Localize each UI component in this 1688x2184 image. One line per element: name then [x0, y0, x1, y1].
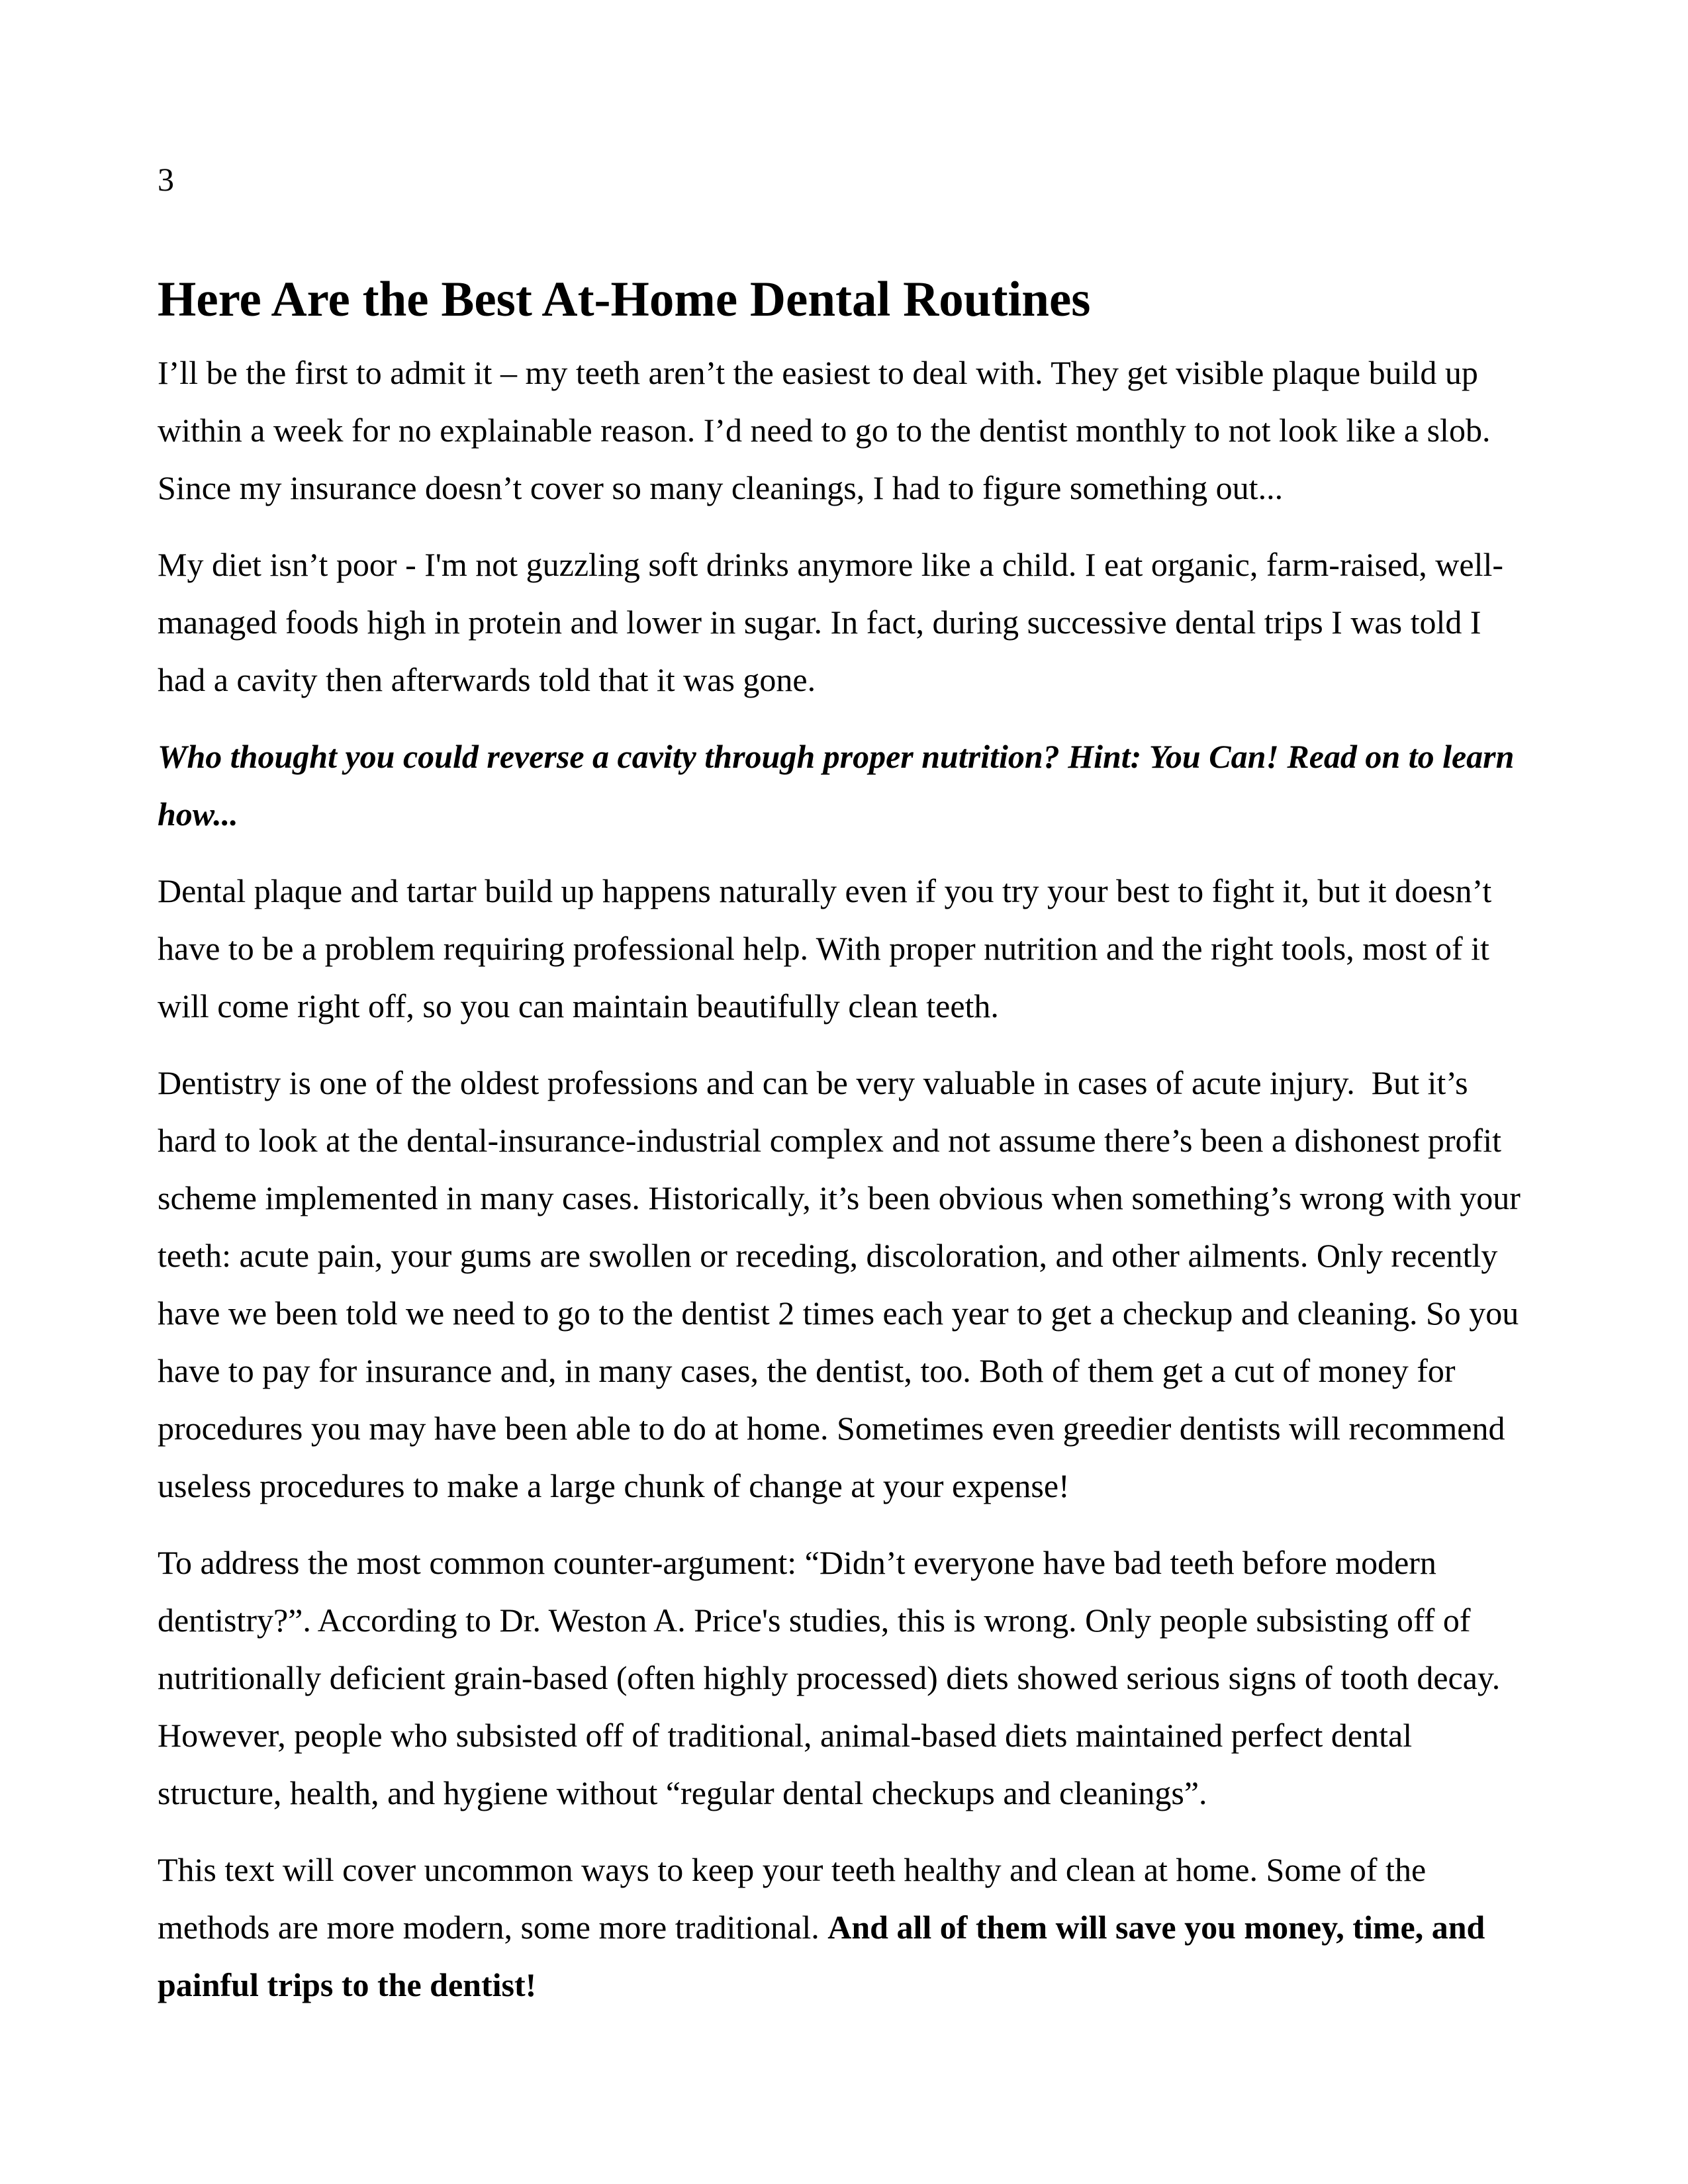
paragraph-text: Dental plaque and tartar build up happens naturally even if you try your best to fight it, but it doesn’t have to be a problem requiring professional help. With proper nutrition and the right tools, most of it will come right off, so you can maintain beautifully clean teeth.	[158, 872, 1500, 1024]
paragraph-text: To address the most common counter-argument: “Didn’t everyone have bad teeth before modern dentistry?”. According to Dr. Weston A. Price's studies, this is wrong. Only people subsisting off of nutritionally deficient grain-based (often highly processed) diets showed serious signs of tooth decay. However, people who subsisted off of traditional, animal-based diets maintained perfect dental structure, health, and hygiene without “regular dental checkups and cleanings”.	[158, 1544, 1509, 1811]
paragraph-intro	[158, 344, 1530, 517]
paragraph-text: I’ll be the first to admit it – my teeth aren’t the easiest to deal with. They get visible plaque build up within a week for no explainable reason. I’d need to go to the dentist monthly to not look like a slob. Since my insurance doesn’t cover so many cleanings, I had to figure something out...	[158, 354, 1499, 506]
page-number: 3	[158, 161, 174, 198]
paragraph-diet	[158, 536, 1530, 709]
paragraph-bold-ending: And all of them will save you money, time, and painful trips to the dentist!	[158, 1909, 1493, 2003]
paragraph-text: This text will cover uncommon ways to keep your teeth healthy and clean at home. Some of the methods are more modern, some more traditional.	[158, 1851, 1434, 1946]
paragraph-text: My diet isn’t poor - I'm not guzzling soft drinks anymore like a child. I eat organic, farm-raised, well-managed foods high in protein and lower in sugar. In fact, during successive dental trips I was told I had a cavity then afterwards told that it was gone.	[158, 546, 1504, 698]
paragraph-counter-argument	[158, 1534, 1530, 1822]
paragraph-closing	[158, 1841, 1530, 2014]
paragraph-hook	[158, 728, 1530, 843]
paragraph-plaque	[158, 862, 1530, 1035]
paragraph-text: Dentistry is one of the oldest professions and can be very valuable in cases of acute injury. But it’s hard to look at the dental-insurance-industrial complex and not assume there’s been a dishonest profit scheme implemented in many cases. Historically, it’s been obvious when something’s wrong with your teeth: acute pain, your gums are swollen or receding, discoloration, and other ailments. Only recently have we been told we need to go to the dentist 2 times each year to get a checkup and cleaning. So you have to pay for insurance and, in many cases, the dentist, too. Both of them get a cut of money for procedures you may have been able to do at home. Sometimes even greedier dentists will recommend useless procedures to make a large chunk of change at your expense!	[158, 1064, 1529, 1504]
paragraph-text: Who thought you could reverse a cavity through proper nutrition? Hint: You Can! Read on to learn how...	[158, 738, 1523, 833]
article-title: Here Are the Best At-Home Dental Routines	[158, 272, 1091, 327]
paragraph-dentistry	[158, 1054, 1530, 1515]
